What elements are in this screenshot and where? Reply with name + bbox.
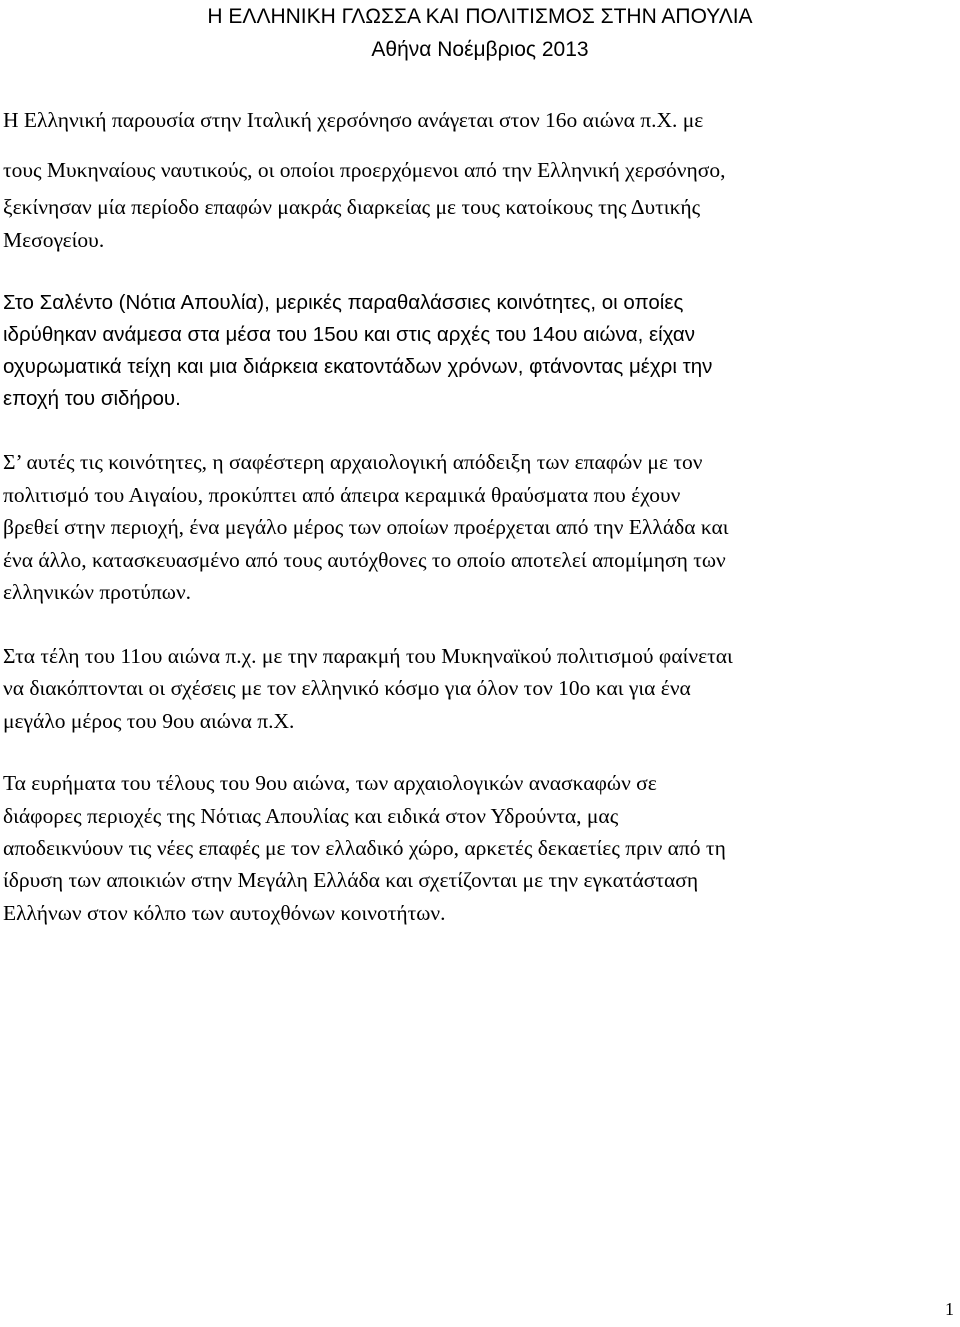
paragraph-3-line-4: ένα άλλο, κατασκευασμένο από τους αυτόχθονες το οποίο αποτελεί απομίμηση των (3, 548, 726, 572)
paragraph-4-line-3: μεγάλο μέρος του 9ου αιώνα π.Χ. (3, 709, 295, 733)
paragraph-1-line-1: Η Ελληνική παρουσία στην Ιταλική χερσόνησο ανάγεται στον 16ο αιώνα π.Χ. με (3, 108, 704, 132)
paragraph-4-line-2: να διακόπτονται οι σχέσεις με τον ελληνικό κόσμο για όλον τον 10ο και για ένα (3, 676, 691, 700)
paragraph-3-line-1: Σ’ αυτές τις κοινότητες, η σαφέστερη αρχαιολογική απόδειξη των επαφών με τον (3, 450, 703, 474)
paragraph-2-line-1: Στο Σαλέντο (Νότια Απουλία), μερικές παραθαλάσσιες κοινότητες, οι οποίες (3, 291, 684, 314)
paragraph-1-line-2: τους Μυκηναίους ναυτικούς, οι οποίοι προερχόμενοι από την Ελληνική χερσόνησο, (3, 158, 726, 182)
paragraph-3-line-5: ελληνικών προτύπων. (3, 580, 192, 604)
paragraph-2-line-2: ιδρύθηκαν ανάμεσα στα μέσα του 15ου και στις αρχές του 14ου αιώνα, είχαν (3, 323, 696, 346)
document-header (0, 0, 960, 66)
paragraph-5-line-4: ίδρυση των αποικιών στην Μεγάλη Ελλάδα και σχετίζονται με την εγκατάσταση (3, 868, 699, 892)
paragraph-2-line-3: οχυρωματικά τείχη και μια διάρκεια εκατοντάδων χρόνων, φτάνοντας μέχρι την (3, 355, 713, 378)
paragraph-5-line-1: Τα ευρήματα του τέλους του 9ου αιώνα, των αρχαιολογικών ανασκαφών σε (3, 771, 657, 795)
paragraph-5-line-5: Ελλήνων στον κόλπο των αυτοχθόνων κοινοτήτων. (3, 901, 446, 925)
paragraph-3-line-2: πολιτισμό του Αιγαίου, προκύπτει από άπειρα κεραμικά θραύσματα που έχουν (3, 483, 681, 507)
paragraph-4-line-1: Στα τέλη του 11ου αιώνα π.χ. με την παρακμή του Μυκηναϊκού πολιτισμού φαίνεται (3, 644, 733, 668)
paragraph-1-line-4: Μεσογείου. (3, 228, 105, 252)
paragraph-1-line-3: ξεκίνησαν μία περίοδο επαφών μακράς διαρκείας με τους κατοίκους της Δυτικής (3, 195, 701, 219)
paragraph-5-line-3: αποδεικνύουν τις νέες επαφές με τον ελλαδικό χώρο, αρκετές δεκαετίες πριν από τη (3, 836, 726, 860)
paragraph-3-line-3: βρεθεί στην περιοχή, ένα μεγάλο μέρος των οποίων προέρχεται από την Ελλάδα και (3, 515, 729, 539)
paragraph-2-line-4: εποχή του σιδήρου. (3, 387, 181, 410)
page-number: 1 (945, 1299, 954, 1319)
document-subtitle: Αθήνα Νοέμβριος 2013 (371, 38, 589, 61)
paragraph-5-line-2: διάφορες περιοχές της Νότιας Απουλίας και ειδικά στον Υδρούντα, μας (3, 804, 619, 828)
document-title: Η ΕΛΛΗΝΙΚΗ ΓΛΩΣΣΑ ΚΑΙ ΠΟΛΙΤΙΣΜΟΣ ΣΤΗΝ ΑΠΟΥΛΙΑ (207, 5, 753, 28)
